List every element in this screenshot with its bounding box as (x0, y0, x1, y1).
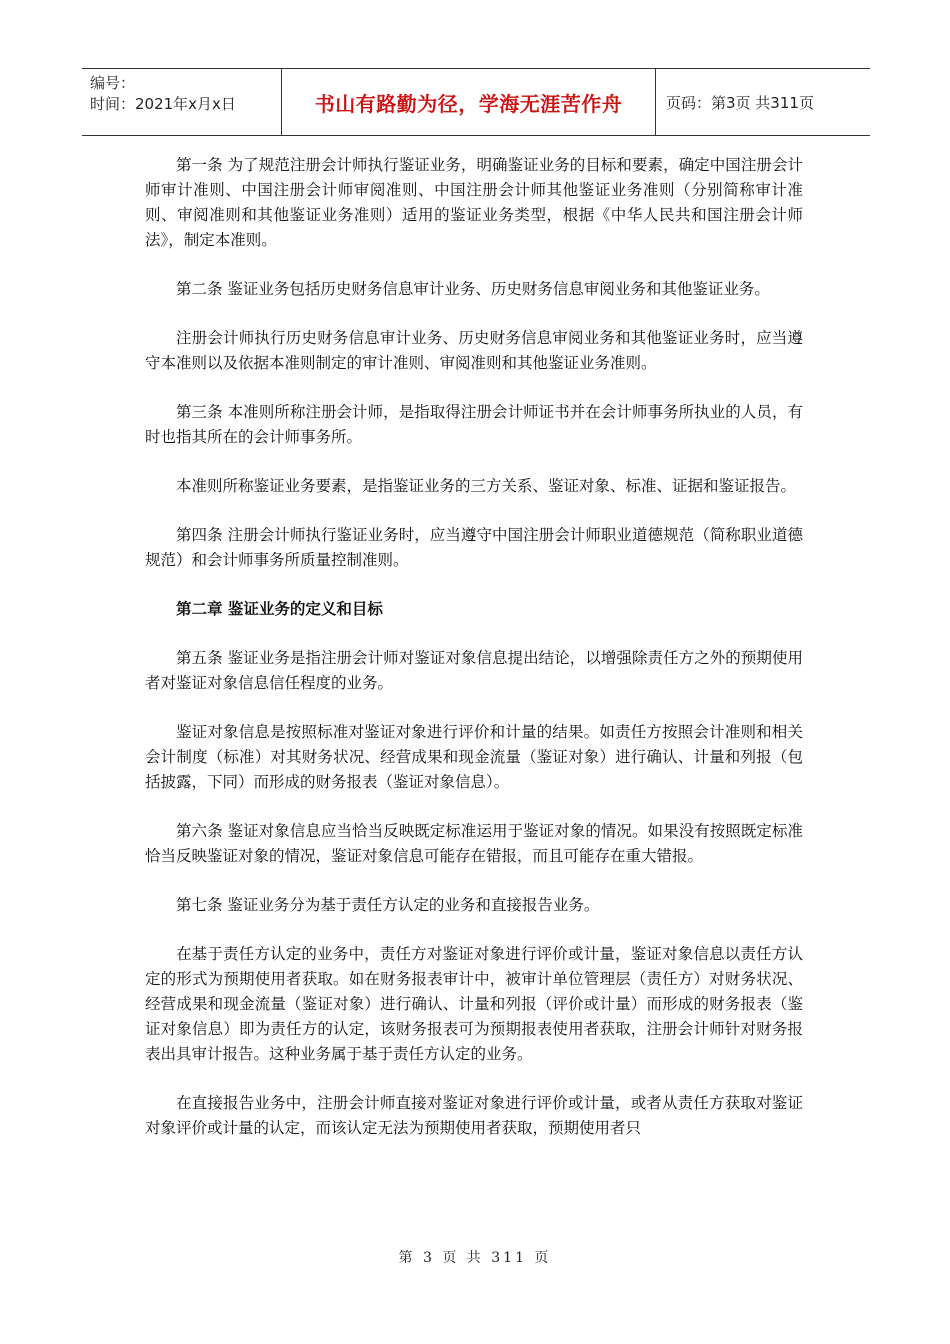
body-paragraph: 第四条 注册会计师执行鉴证业务时，应当遵守中国注册会计师职业道德规范（简称职业道德规范）和会计师事务所质量控制准则。 (145, 526, 803, 569)
document-body (145, 153, 803, 1165)
body-paragraph: 本准则所称鉴证业务要素，是指鉴证业务的三方关系、鉴证对象、标准、证据和鉴证报告。 (176, 477, 797, 495)
page-footer: 第 3 页 共 311 页 (398, 1250, 552, 1266)
body-paragraph: 第三条 本准则所称注册会计师，是指取得注册会计师证书并在会计师事务所执业的人员，有时也指其所在的会计师事务所。 (145, 403, 803, 446)
body-paragraph: 鉴证对象信息是按照标准对鉴证对象进行评价和计量的结果。如责任方按照会计准则和相关会计制度（标准）对其财务状况、经营成果和现金流量（鉴证对象）进行确认、计量和列报（包括披露，下同）而形成的财务报表（鉴证对象信息）。 (145, 723, 803, 791)
time-label: 时间：2021年x月x日 (90, 95, 236, 113)
header-meta (82, 69, 282, 135)
section-heading: 第二章 鉴证业务的定义和目标 (176, 600, 383, 618)
body-paragraph: 第二条 鉴证业务包括历史财务信息审计业务、历史财务信息审阅业务和其他鉴证业务。 (176, 280, 770, 298)
body-paragraph: 在基于责任方认定的业务中，责任方对鉴证对象进行评价或计量，鉴证对象信息以责任方认定的形式为预期使用者获取。如在财务报表审计中，被审计单位管理层（责任方）对财务状况、经营成果和现金流量（鉴证对象）进行确认、计量和列报（评价或计量）而形成的财务报表（鉴证对象信息）即为责任方的认定，该财务报表可为预期报表使用者获取，注册会计师针对财务报表出具审计报告。这种业务属于基于责任方认定的业务。 (145, 945, 803, 1063)
code-label: 编号： (90, 74, 136, 92)
page-header (82, 68, 870, 136)
body-paragraph: 第一条 为了规范注册会计师执行鉴证业务，明确鉴证业务的目标和要素，确定中国注册会计师审计准则、中国注册会计师审阅准则、中国注册会计师其他鉴证业务准则（分别简称审计准则、审阅准则和其他鉴证业务准则）适用的鉴证业务类型，根据《中华人民共和国注册会计师法》，制定本准则。 (145, 156, 803, 249)
body-paragraph: 第五条 鉴证业务是指注册会计师对鉴证对象信息提出结论，以增强除责任方之外的预期使用者对鉴证对象信息信任程度的业务。 (145, 649, 803, 692)
header-motto: 书山有路勤为径，学海无涯苦作舟 (282, 69, 656, 135)
body-paragraph: 在直接报告业务中，注册会计师直接对鉴证对象进行评价或计量，或者从责任方获取对鉴证对象评价或计量的认定，而该认定无法为预期使用者获取，预期使用者只 (145, 1094, 803, 1137)
header-page-info: 页码：第3页 共311页 (666, 93, 814, 112)
body-paragraph: 第七条 鉴证业务分为基于责任方认定的业务和直接报告业务。 (176, 896, 600, 914)
body-paragraph: 第六条 鉴证对象信息应当恰当反映既定标准运用于鉴证对象的情况。如果没有按照既定标准恰当反映鉴证对象的情况，鉴证对象信息可能存在错报，而且可能存在重大错报。 (145, 822, 803, 865)
body-paragraph: 注册会计师执行历史财务信息审计业务、历史财务信息审阅业务和其他鉴证业务时，应当遵守本准则以及依据本准则制定的审计准则、审阅准则和其他鉴证业务准则。 (145, 329, 803, 372)
